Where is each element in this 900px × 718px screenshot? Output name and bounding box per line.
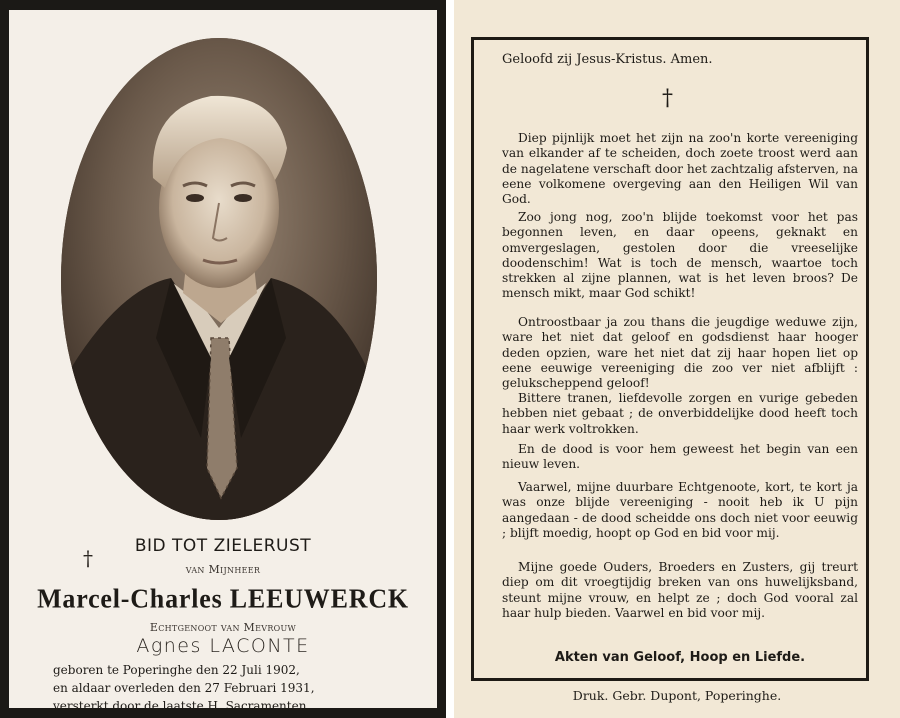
spouse-of-label: Echtgenoot van Mevrouw — [149, 621, 297, 634]
paragraph: Mijne goede Ouders, Broeders en Zusters, gij treurt diep om dit vroegtijdig breken van ons huwelijksband, steunt mijne vrouw, en helpt ze ; doch God vooral zal haar hulp bieden. Vaarwel en bid voor mij. — [502, 560, 858, 620]
paragraph: Bittere tranen, liefdevolle zorgen en vurige gebeden hebben niet gebaat ; de onverbiddelijke dood heeft toch haar werk voltrokken. — [502, 391, 858, 436]
heading: Geloofd zij Jesus-Kristus. Amen. — [502, 52, 713, 67]
paragraph: Diep pijnlijk moet het zijn na zoo'n korte vereeniging van elkander af te scheiden, doch zoete troost werd aan de nagelatene verschaft door het zachtzalig afsterven, na eene volkomene overgeving aan den Heiligen Wil van God. — [502, 131, 858, 207]
card-front-paper — [9, 10, 437, 713]
deceased-name: Marcel-Charles LEEUWERCK — [37, 583, 409, 614]
memorial-card-back — [454, 0, 900, 718]
paragraph: Vaarwel, mijne duurbare Echtgenoote, kort, te kort ja was onze blijde vereeniging - nooit heb ik U pijn aangedaan - de dood scheidde ons doch niet voor eeuwig ; blijft moedig, hoopt op God en bid voor mij. — [502, 480, 858, 540]
van-mijnheer: van Mijnheer — [185, 563, 261, 576]
closing-prayer: Akten van Geloof, Hoop en Liefde. — [554, 650, 806, 665]
death-line: en aldaar overleden den 27 Februari 1931, — [53, 681, 315, 695]
paragraph: Zoo jong nog, zoo'n blijde toekomst voor het pas begonnen leven, en daar opeens, geknakt en omvergeslagen, gestolen door die vreeselijke doodenschim! Wat is toch de mensch, waartoe toch strekken al zijne plannen, wat is het leven broos? De mensch mikt, maar God schikt! — [502, 210, 858, 301]
paragraph: En de dood is voor hem geweest het begin van een nieuw leven. — [502, 442, 858, 472]
printer-credit: Druk. Gebr. Dupont, Poperinghe. — [572, 688, 782, 703]
prayer-request: BID TOT ZIELERUST — [134, 536, 312, 556]
sacraments-line: versterkt door de laatste H. Sacramenten. — [53, 699, 311, 713]
cross-icon: † — [83, 546, 93, 570]
portrait-photo — [61, 38, 377, 520]
spouse-name: Agnes LACONTE — [136, 635, 310, 657]
birth-line: geboren te Poperinghe den 22 Juli 1902, — [53, 663, 300, 677]
cross-icon: † — [662, 86, 673, 111]
paragraph: Ontroostbaar ja zou thans die jeugdige weduwe zijn, ware het niet dat geloof en godsdienst haar hooger deden opzien, ware het niet dat zij haar hopen liet op eene eeuwige vereeniging die zoo ver niet afblijft : gelukscheppend geloof! — [502, 315, 858, 391]
memorial-card-front — [0, 0, 446, 718]
